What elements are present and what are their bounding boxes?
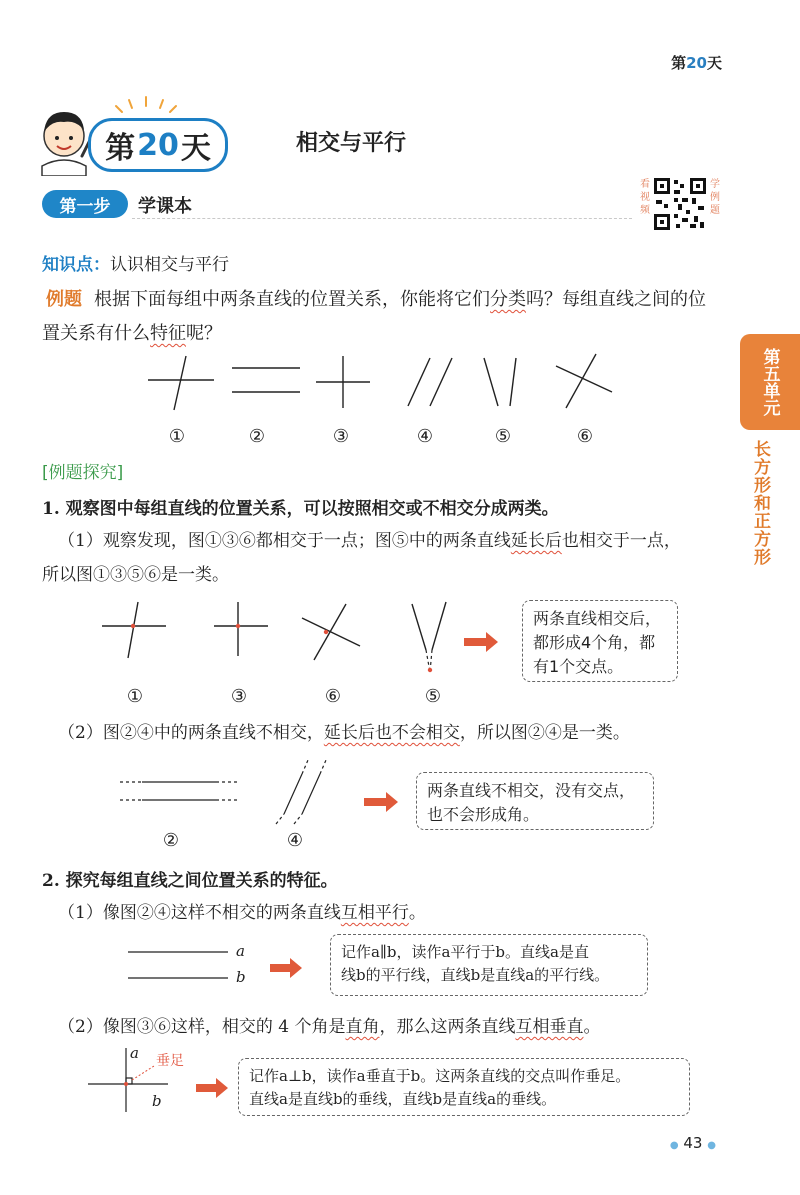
question-1-title: 1. 观察图中每组直线的位置关系，可以按照相交或不相交分成两类。 bbox=[42, 499, 559, 519]
note4-line-1: 记作a⊥b，读作a垂直于b。这两条直线的交点叫作垂足。 bbox=[249, 1067, 631, 1085]
fig-label-3: ③ bbox=[332, 426, 350, 447]
fig2-label-3: ③ bbox=[230, 686, 248, 707]
step-divider bbox=[132, 218, 632, 219]
lesson-title: 相交与平行 bbox=[296, 131, 407, 156]
p2-text-a: （2）图②④中的两条直线不相交， bbox=[58, 723, 324, 743]
fig2-label-1: ① bbox=[126, 686, 144, 707]
knowledge-point-text: 认识相交与平行 bbox=[110, 255, 229, 275]
note2-line-1: 两条直线不相交，没有交点， bbox=[427, 781, 636, 800]
knowledge-point-label: 知识点： bbox=[42, 255, 110, 275]
example-wavy-1: 分类 bbox=[490, 289, 526, 310]
badge-prefix: 第 bbox=[105, 131, 136, 166]
running-head-number: 20 bbox=[686, 54, 707, 72]
example-wavy-2: 特征 bbox=[150, 323, 186, 344]
p1-text-a: （1）观察发现，图①③⑥都相交于一点；图⑤中的两条直线 bbox=[58, 531, 511, 551]
p1-wavy: 延长后 bbox=[510, 531, 562, 551]
example-text-1: 根据下面每组中两条直线的位置关系，你能将它们 bbox=[94, 289, 490, 310]
p3-text-a: （1）像图②④这样不相交的两条直线 bbox=[58, 903, 341, 923]
arrow-right-icon-3 bbox=[270, 958, 302, 978]
note-perpendicular bbox=[238, 1058, 690, 1116]
fig-label-2: ② bbox=[248, 426, 266, 447]
running-head-suffix: 天 bbox=[706, 54, 722, 72]
line-groups-figure bbox=[140, 352, 620, 414]
note4-line-2: 直线a是直线b的垂线，直线b是直线a的垂线。 bbox=[249, 1090, 557, 1108]
arrow-right-icon-4 bbox=[196, 1078, 228, 1098]
note-parallel bbox=[416, 772, 654, 830]
p2-wavy: 延长后也不会相交 bbox=[323, 723, 460, 743]
line-label-a: a bbox=[236, 942, 245, 960]
fig-label-6: ⑥ bbox=[576, 426, 594, 447]
p4-text-b: ，那么这两条直线 bbox=[379, 1017, 516, 1037]
fig3-label-4: ④ bbox=[286, 830, 304, 851]
arrow-right-icon bbox=[464, 632, 498, 652]
arrow-right-icon-2 bbox=[364, 792, 398, 812]
group-3-lines bbox=[316, 356, 370, 408]
group-4-lines bbox=[408, 358, 452, 406]
perp-foot-label: 垂足 bbox=[156, 1053, 184, 1069]
p1-text-c: 所以图①③⑤⑥是一类。 bbox=[42, 565, 229, 585]
qr-code-icon[interactable] bbox=[652, 176, 708, 232]
p4-wavy-2: 互相垂直 bbox=[515, 1017, 584, 1037]
parallel-figure bbox=[116, 756, 406, 826]
page-dot-left-icon: ● bbox=[669, 1140, 679, 1151]
group-1-lines bbox=[148, 356, 214, 410]
fig2-label-5: ⑤ bbox=[424, 686, 442, 707]
paragraph-1 bbox=[42, 524, 728, 592]
p4-text-a: （2）像图③⑥这样，相交的 4 个角是 bbox=[58, 1017, 346, 1037]
fig2-label-6: ⑥ bbox=[324, 686, 342, 707]
group-5-lines bbox=[484, 358, 516, 406]
badge-suffix: 天 bbox=[180, 131, 211, 166]
p4-wavy-1: 直角 bbox=[345, 1017, 380, 1037]
sun-rays-icon bbox=[112, 94, 182, 116]
example-tag: 例题 bbox=[46, 289, 82, 310]
knowledge-point bbox=[42, 250, 229, 275]
paragraph-2 bbox=[58, 716, 728, 750]
p4-text-c: 。 bbox=[583, 1017, 601, 1037]
running-head-prefix: 第 bbox=[671, 54, 687, 72]
running-head bbox=[671, 52, 722, 73]
example-text-3: 呢？ bbox=[186, 323, 222, 344]
note3-line-2: 线b的平行线，直线b是直线a的平行线。 bbox=[341, 966, 610, 984]
page-dot-right-icon: ● bbox=[707, 1140, 716, 1151]
p1-text-b: 也相交于一点， bbox=[561, 531, 681, 551]
p3-text-b: 。 bbox=[408, 903, 426, 923]
step-pill: 第一步 bbox=[42, 190, 128, 218]
group-2-lines bbox=[232, 368, 300, 392]
step-label: 学课本 bbox=[138, 196, 192, 217]
page-number bbox=[670, 1134, 716, 1152]
note1-line-1: 两条直线相交后， bbox=[533, 609, 662, 628]
note-intersect bbox=[522, 600, 678, 682]
unit-name: 长方形和正方形 bbox=[750, 440, 770, 566]
p3-wavy: 互相平行 bbox=[340, 903, 409, 923]
paragraph-4 bbox=[58, 1010, 738, 1044]
intersect-figure bbox=[96, 598, 506, 682]
fig3-label-2: ② bbox=[162, 830, 180, 851]
page-number-value: 43 bbox=[683, 1134, 703, 1152]
qr-left-caption: 看视频 bbox=[640, 179, 650, 216]
parallel-ab-figure bbox=[124, 938, 310, 994]
note1-line-2: 都形成4个角，都 bbox=[533, 633, 656, 652]
fig-label-5: ⑤ bbox=[494, 426, 512, 447]
badge-number: 20 bbox=[137, 127, 179, 163]
example-text-2: 吗？每组直线之间的位置关系有什么 bbox=[42, 289, 706, 344]
perp-label-a: a bbox=[130, 1044, 139, 1062]
fig-label-4: ④ bbox=[416, 426, 434, 447]
qr-right-caption: 学例题 bbox=[710, 179, 720, 216]
perp-label-b: b bbox=[152, 1092, 162, 1110]
section-tag: [例题探究] bbox=[42, 463, 124, 483]
fig-label-1: ① bbox=[168, 426, 186, 447]
unit-tab[interactable]: 第五单元 bbox=[740, 334, 800, 430]
day-badge bbox=[88, 118, 228, 172]
question-2-title: 2. 探究每组直线之间位置关系的特征。 bbox=[42, 871, 338, 891]
note-parallel-notation bbox=[330, 934, 648, 996]
p2-text-b: ，所以图②④是一类。 bbox=[459, 723, 630, 743]
group-6-lines bbox=[556, 354, 612, 408]
note3-line-1: 记作a∥b，读作a平行于b。直线a是直 bbox=[341, 943, 589, 961]
example-question bbox=[42, 283, 722, 351]
line-label-b: b bbox=[236, 968, 246, 986]
paragraph-3 bbox=[58, 896, 728, 930]
note1-line-3: 有1个交点。 bbox=[533, 657, 624, 676]
note2-line-2: 也不会形成角。 bbox=[427, 805, 540, 824]
